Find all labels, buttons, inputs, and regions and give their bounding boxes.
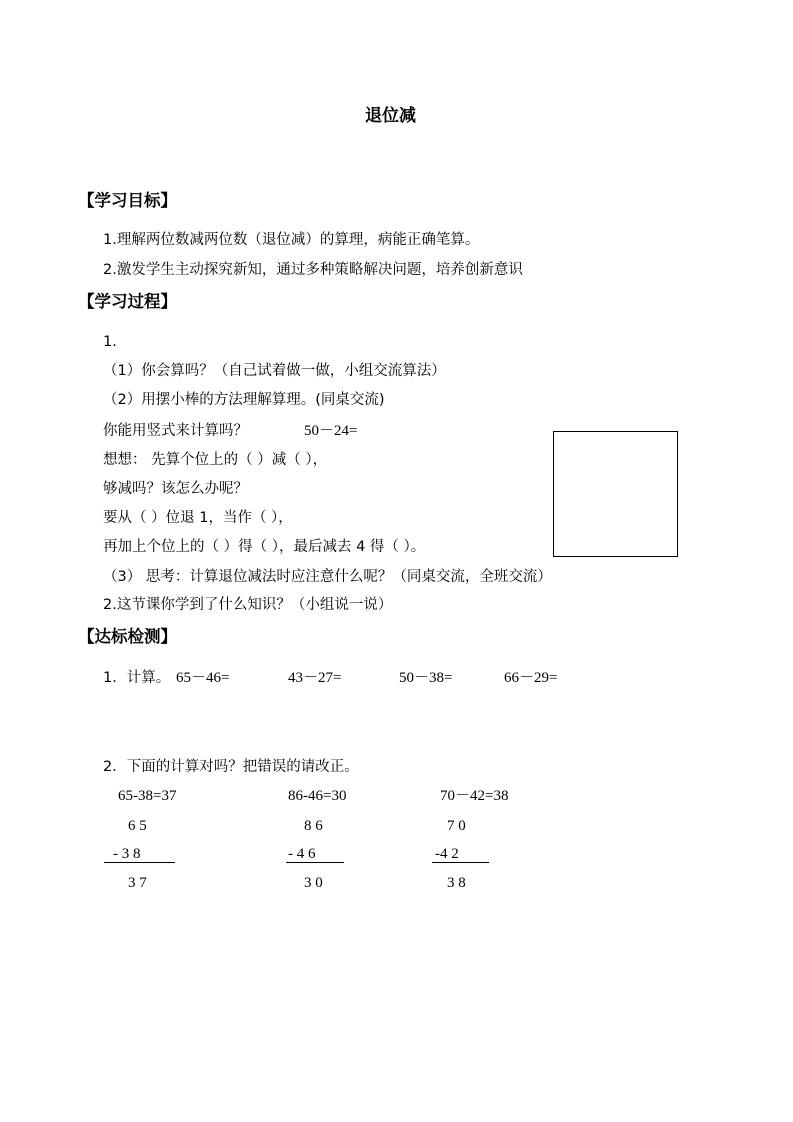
objective-item-2: 2.激发学生主动探究新知，通过多种策略解决问题，培养创新意识: [103, 262, 523, 278]
problem-equation: 65-38=37: [118, 788, 177, 804]
test-q1-label: 1．计算。: [103, 670, 171, 686]
test-q1-item: 43－27=: [288, 670, 342, 686]
think-line-3: 要从（ ）位退 1，当作（ ），: [103, 510, 293, 526]
process-item-1-number: 1.: [103, 334, 117, 350]
process-item-2: 2.这节课你学到了什么知识？（小组说一说）: [103, 597, 393, 613]
problem-result: 3 7: [128, 875, 147, 891]
test-heading: 【达标检测】: [78, 627, 177, 646]
process-sub-1: （1）你会算吗？（自己试着做一做，小组交流算法）: [103, 363, 446, 379]
problem-equation: 70－42=38: [440, 788, 509, 804]
problem-underline: [432, 862, 489, 863]
problem-subtrahend: -4 2: [435, 846, 459, 862]
think-line-1: 想想： 先算个位上的（ ）减（ ），: [103, 452, 328, 468]
vertical-calc-question: 你能用竖式来计算吗？: [103, 423, 248, 439]
objectives-heading: 【学习目标】: [78, 191, 177, 210]
problem-subtrahend: - 3 8: [113, 846, 141, 862]
objective-item-1: 1.理解两位数减两位数（退位减）的算理，病能正确笔算。: [103, 232, 480, 248]
test-q2-label: 2．下面的计算对吗？把错误的请改正。: [103, 759, 359, 775]
process-heading: 【学习过程】: [78, 292, 177, 311]
page-title: 退位减: [365, 106, 416, 126]
problem-minuend: 6 5: [128, 818, 147, 834]
calc-equation: 50－24=: [304, 423, 358, 439]
process-sub-3: （3） 思考：计算退位减法时应注意什么呢？（同桌交流，全班交流）: [103, 569, 552, 585]
problem-subtrahend: - 4 6: [288, 846, 316, 862]
think-line-4: 再加上个位上的（ ）得（ ），最后减去 4 得（ ）。: [103, 539, 426, 555]
problem-underline: [286, 862, 344, 863]
problem-minuend: 8 6: [304, 818, 323, 834]
test-q1-item: 50－38=: [399, 670, 453, 686]
process-sub-2: （2）用摆小棒的方法理解算理。(同桌交流): [103, 392, 385, 408]
problem-result: 3 8: [447, 875, 466, 891]
problem-equation: 86-46=30: [288, 788, 347, 804]
answer-box: [553, 431, 678, 557]
think-line-2: 够减吗？该怎么办呢？: [103, 481, 248, 497]
test-q1-item: 65－46=: [176, 670, 230, 686]
problem-result: 3 0: [304, 875, 323, 891]
problem-minuend: 7 0: [447, 818, 466, 834]
test-q1-item: 66－29=: [504, 670, 558, 686]
problem-underline: [104, 862, 175, 863]
